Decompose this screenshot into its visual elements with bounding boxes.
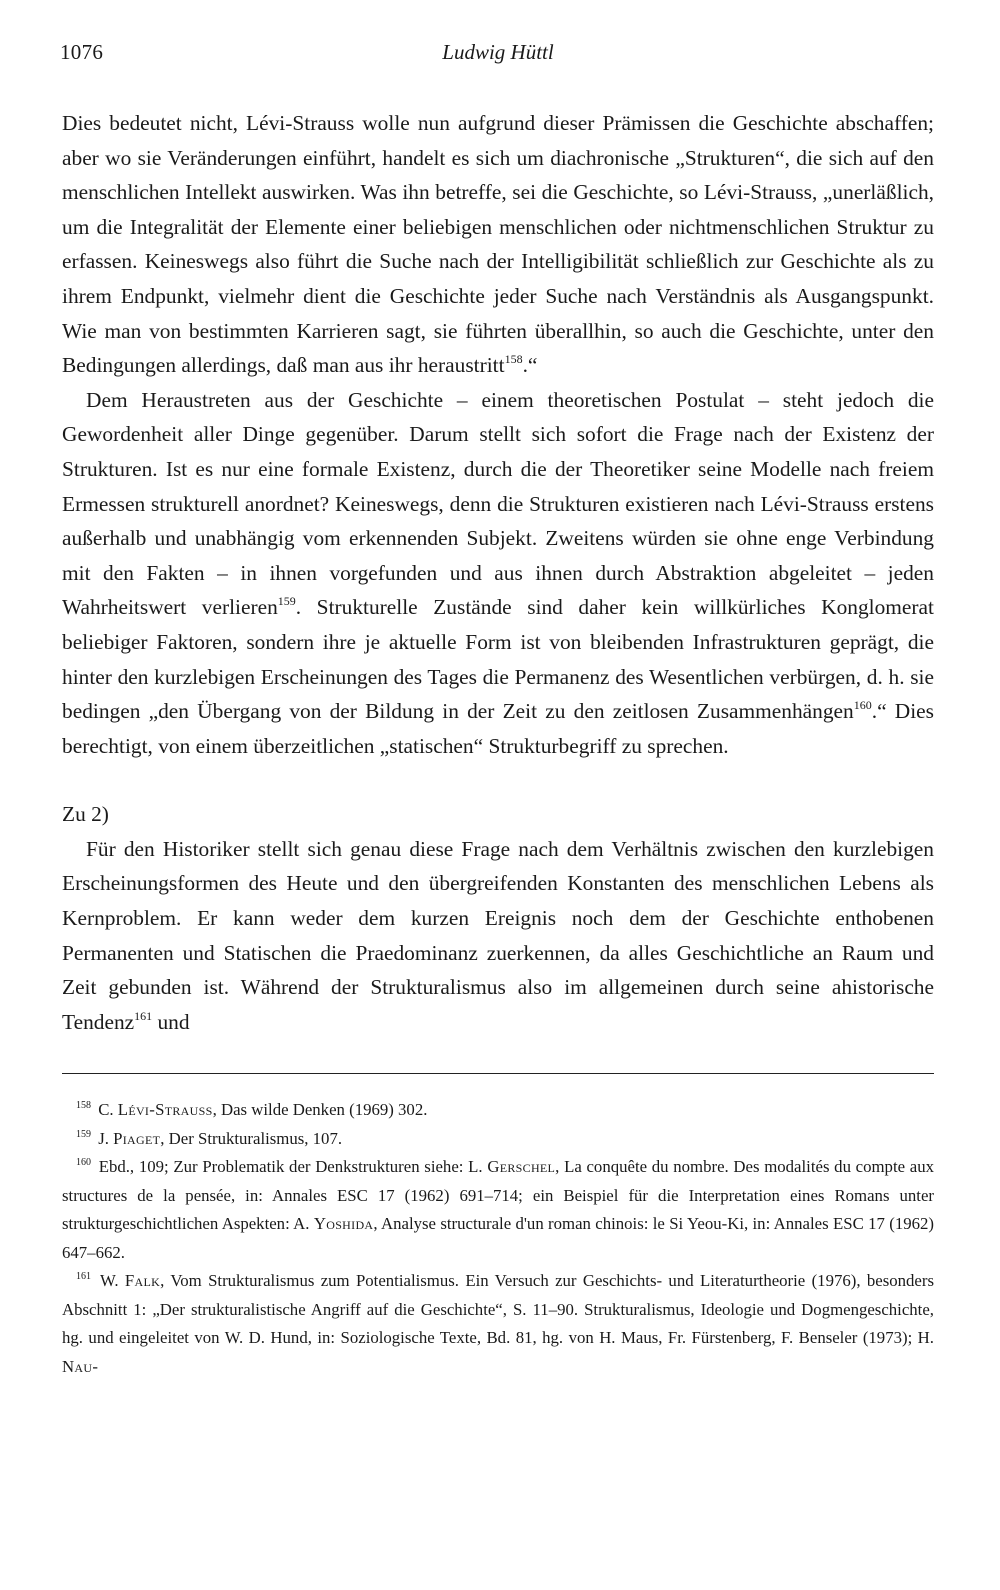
page	[62, 36, 934, 1381]
text-run: Für den Historiker stellt sich genau diese Frage nach dem Verhältnis zwischen den kurzlebigen Erscheinungsformen des Heute und den übergreifenden Konstanten des menschlichen Lebens als Kernproblem. Er kann weder dem kurzen Ereignis noch dem der Geschichte enthobenen Permanenten und Statischen die Praedominanz zuerkennen, da alles Geschichtliche an Raum und Zeit gebunden ist. Während der Strukturalismus also im allgemeinen durch seine ahistorische Tendenz	[62, 836, 934, 1034]
author-name: Nau-	[62, 1356, 99, 1376]
section-heading: Zu 2)	[62, 802, 109, 827]
footnote	[62, 1153, 934, 1267]
body-text	[62, 106, 934, 1039]
text-run: Dem Heraustreten aus der Geschichte – einem theoretischen Postulat – steht jedoch die Gewordenheit aller Dinge gegenüber. Darum stellt sich sofort die Frage nach der Existenz der Strukturen. Ist es nur eine formale Existenz, durch die der Theoretiker seine Modelle nach freiem Ermessen strukturell anordnet? Keineswegs, denn die Strukturen existieren nach Lévi-Strauss erstens außerhalb und unabhängig vom erkennenden Subjekt. Zweitens würden sie ohne enge Verbindung mit den Fakten – in ihnen vorgefunden und aus ihnen durch Abstraktion abgeleitet – jeden Wahrheitswert verlieren	[62, 387, 934, 620]
text-run: , Analyse structurale d'un roman chinois: le Si Yeou-Ki, in: Annales ESC 17 (1962) 647–662.	[62, 1214, 934, 1262]
author-name: Gerschel	[487, 1157, 556, 1177]
text-run: , La conquête du nombre. Des modalités du compte aux structures de la pensée, in: Annales ESC 17 (1962) 691–714; ein Beispiel für die Interpretation eines Romans unter strukturgeschichtlichen Aspekten: A.	[62, 1157, 934, 1234]
text-run: , Das wilde Denken (1969) 302.	[212, 1100, 428, 1120]
author-name: Lévi-Strauss	[117, 1100, 213, 1120]
text-run: und	[152, 1009, 190, 1034]
footnote-marker: 161	[134, 1008, 153, 1023]
footnotes	[62, 1096, 934, 1381]
running-head	[62, 36, 934, 70]
text-run: Dies bedeutet nicht, Lévi-Strauss wolle nun aufgrund dieser Prämissen die Geschichte abschaffen; aber wo sie Veränderungen einführt, handelt es sich um diachronische „Strukturen“, die sich auf den menschlichen Intellekt auswirken. Was ihn betreffe, sei die Geschichte, so Lévi-Strauss, „unerläßlich, um die Integralität der Elemente einer beliebigen menschlichen oder nichtmenschlichen Struktur zu erfassen. Keineswegs also führt die Suche nach der Intelligibilität schließlich zur Geschichte als zu ihrem Endpunkt, vielmehr dient die Geschichte jeder Suche nach Verständnis als Ausgangspunkt. Wie man von bestimmten Karrieren sagt, sie führten überallhin, so auch die Geschichte, unter den Bedingungen allerdings, daß man aus ihr heraustritt	[62, 111, 934, 378]
text-run: W.	[94, 1271, 125, 1291]
footnote	[62, 1096, 934, 1125]
paragraph	[62, 383, 934, 764]
page-number: 1076	[60, 40, 104, 64]
text-run: C.	[94, 1100, 118, 1120]
footnote	[62, 1125, 934, 1154]
footnote-marker: 159	[76, 1128, 91, 1140]
text-run: , Vom Strukturalismus zum Potentialismus. Ein Versuch zur Geschichts- und Literaturtheorie (1976), besonders Abschnitt 1: „Der strukturalistische Angriff auf die Geschichte“, S. 11–90. Strukturalismus, Ideologie und Dogmengeschichte, hg. und eingeleitet von W. D. Hund, in: Soziologische Texte, Bd. 81, hg. von H. Maus, Fr. Fürstenberg, F. Benseler (1973); H.	[62, 1271, 934, 1348]
text-run: J.	[94, 1128, 114, 1148]
footnote-marker: 158	[76, 1100, 91, 1112]
author-name: Yoshida	[313, 1214, 374, 1234]
text-run: .“ Dies berechtigt, von einem überzeitlichen „statischen“ Strukturbegriff zu sprechen.	[62, 699, 934, 758]
running-title: Ludwig Hüttl	[442, 40, 554, 64]
footnote	[62, 1267, 934, 1381]
author-name: Piaget	[113, 1128, 161, 1148]
footnote-marker: 161	[76, 1271, 91, 1283]
text-run: , Der Strukturalismus, 107.	[160, 1128, 343, 1148]
paragraph	[62, 832, 934, 1040]
footnote-marker: 160	[853, 698, 872, 713]
author-name: Falk	[124, 1271, 161, 1291]
paragraph	[62, 106, 934, 383]
text-run: . Strukturelle Zustände sind daher kein willkürliches Konglomerat beliebiger Faktoren, sondern ihre je aktuelle Form ist von bleibenden Infrastrukturen geprägt, die hinter den kurzlebigen Erscheinungen des Tages die Permanenz des Wesentlichen verbürgen, d. h. sie bedingen „den Übergang von der Bildung in der Zeit zu den zeitlosen Zusammenhängen	[62, 595, 934, 724]
footnote-divider	[62, 1073, 934, 1074]
footnote-marker: 160	[76, 1157, 91, 1169]
footnote-marker: 159	[277, 594, 296, 609]
footnote-marker: 158	[504, 352, 523, 367]
text-run: .“	[522, 353, 538, 378]
text-run: Ebd., 109; Zur Problematik der Denkstrukturen siehe: L.	[94, 1157, 488, 1177]
